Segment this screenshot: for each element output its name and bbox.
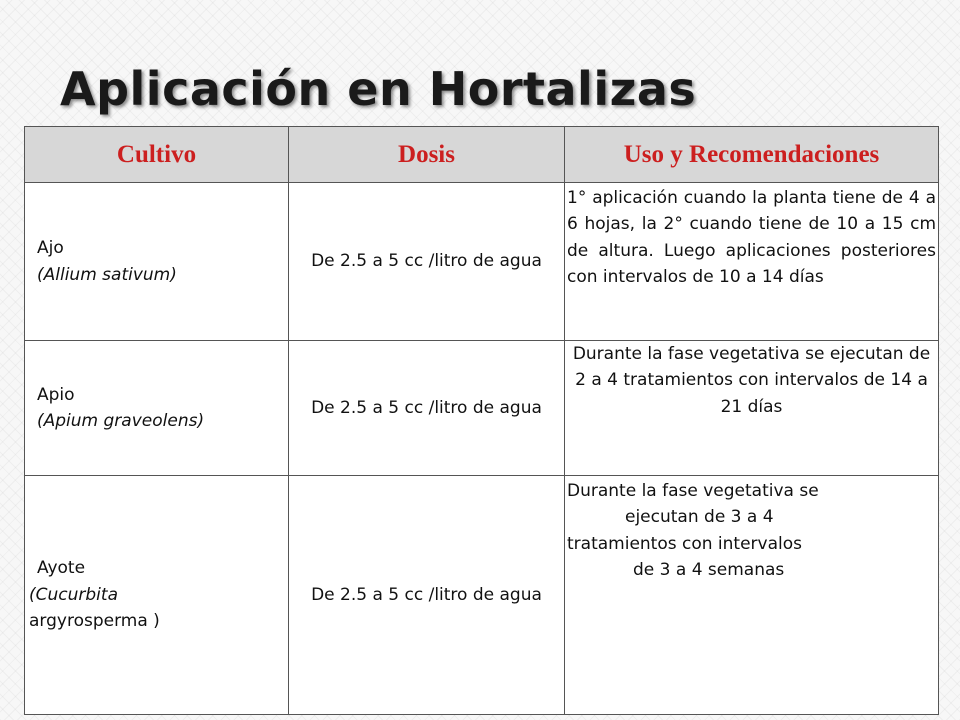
recommendation-cell <box>565 476 939 715</box>
recommendation-line: de 3 a 4 semanas <box>633 560 785 581</box>
dose-cell: De 2.5 a 5 cc /litro de agua <box>289 183 565 341</box>
recommendation-line: tratamientos con intervalos <box>567 533 802 554</box>
crop-scientific-name: (Cucurbita <box>29 584 118 605</box>
table-row <box>25 183 939 341</box>
header-uso-recomendaciones: Uso y Recomendaciones <box>565 127 939 183</box>
dose-cell: De 2.5 a 5 cc /litro de agua <box>289 476 565 715</box>
slide-title: Aplicación en Hortalizas <box>60 62 697 116</box>
crop-name: Ajo <box>37 238 64 259</box>
table-row <box>25 476 939 715</box>
recommendation-cell: 1° aplicación cuando la planta tiene de 4 a 6 hojas, la 2° cuando tiene de 10 a 15 cm de altura. Luego aplicaciones posteriores con intervalos de 10 a 14 días <box>565 183 939 341</box>
crop-name: Ayote <box>37 558 86 579</box>
recommendation-line: Durante la fase vegetativa se <box>567 481 819 501</box>
recommendation-line: ejecutan de 3 a 4 <box>625 507 774 528</box>
crop-scientific-name: (Allium sativum) <box>37 264 177 285</box>
crop-cell <box>25 476 289 715</box>
crop-cell <box>25 341 289 476</box>
crop-cell <box>25 183 289 341</box>
header-cultivo: Cultivo <box>25 127 289 183</box>
crop-name: Apio <box>37 384 75 405</box>
dose-cell: De 2.5 a 5 cc /litro de agua <box>289 341 565 476</box>
table-row <box>25 341 939 476</box>
recommendation-cell: Durante la fase vegetativa se ejecutan de 2 a 4 tratamientos con intervalos de 14 a 21 días <box>565 341 939 476</box>
crop-scientific-name-cont: argyrosperma ) <box>29 611 160 632</box>
header-dosis: Dosis <box>289 127 565 183</box>
table-header-row <box>25 127 939 183</box>
crop-scientific-name: (Apium graveolens) <box>37 411 205 431</box>
application-table <box>24 126 939 715</box>
